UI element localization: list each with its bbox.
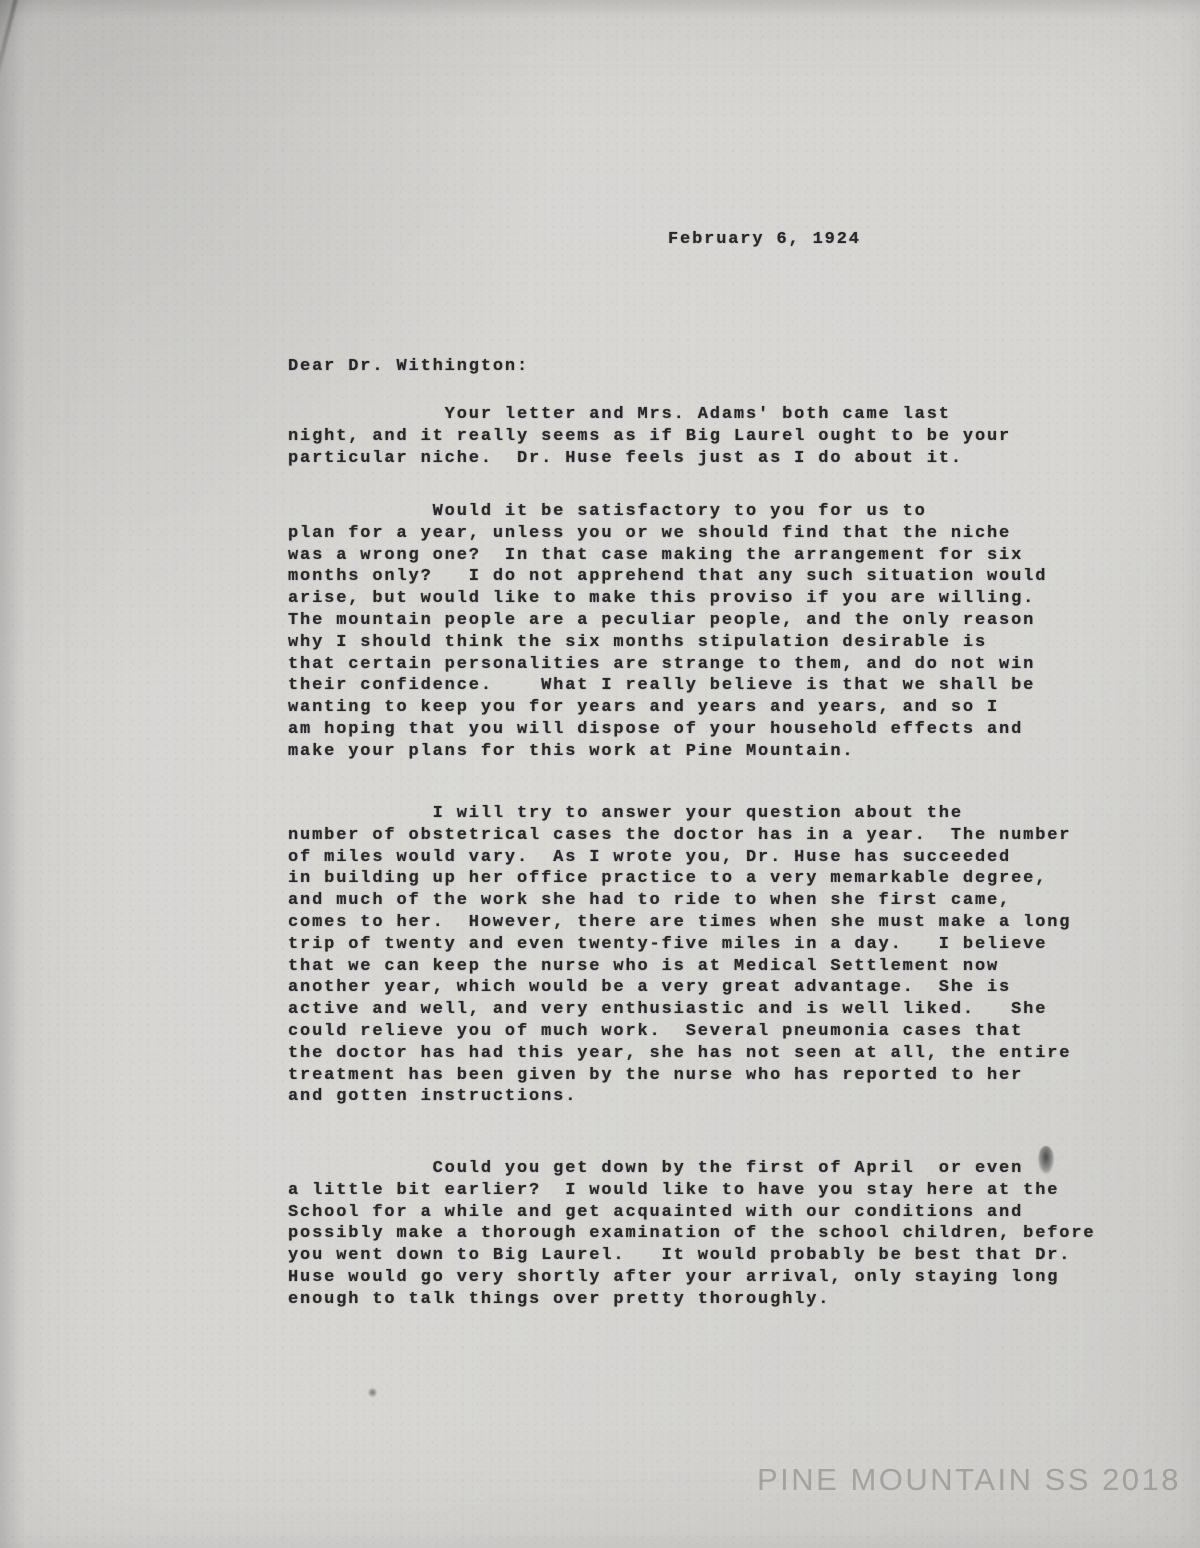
letter-line: treatment has been given by the nurse who has reported to her <box>288 1065 1024 1085</box>
letter-line: make your plans for this work at Pine Mountain. <box>288 741 855 761</box>
letter-line: enough to talk things over pretty thoroughly. <box>288 1289 831 1309</box>
letter-line: night, and it really seems as if Big Laurel ought to be your <box>288 426 1012 446</box>
letter-line: possibly make a thorough examination of the school children, before <box>288 1224 1096 1244</box>
letter-line: was a wrong one? In that case making the arrangement for six <box>288 545 1024 565</box>
letter-paragraph-2 <box>288 501 1047 763</box>
letter-line: active and well, and very enthusiastic and is well liked. She <box>288 1000 1048 1020</box>
letter-line: particular niche. Dr. Huse feels just as I do about it. <box>288 448 963 468</box>
letter-line: Could you get down by the first of April or even <box>288 1159 1024 1178</box>
ink-speck <box>368 1388 377 1397</box>
paper-fold-corner <box>0 0 41 86</box>
letter-line: their confidence. What I really believe is that we shall be <box>288 676 1036 696</box>
letter-line: that certain personalities are strange to them, and do not win <box>288 654 1036 674</box>
letter-line: The mountain people are a peculiar people, and the only reason <box>288 610 1036 630</box>
letter-line: Would it be satisfactory to you for us to <box>288 502 927 521</box>
ink-blot <box>1038 1146 1054 1174</box>
watermark: PINE MOUNTAIN SS 2018 <box>757 1462 1182 1497</box>
page-edge-shadow-left <box>0 0 26 1548</box>
letter-line: why I should think the six months stipulation desirable is <box>288 632 987 652</box>
letter-paragraph-3 <box>288 803 1071 1108</box>
letter-line: Your letter and Mrs. Adams' both came last <box>288 405 951 424</box>
letter-line: of miles would vary. As I wrote you, Dr. Huse has succeeded <box>288 847 1012 867</box>
letter-date: February 6, 1924 <box>668 230 861 249</box>
letter-paragraph-4 <box>288 1158 1095 1311</box>
letter-line: the doctor has had this year, she has not seen at all, the entire <box>288 1043 1072 1063</box>
letter-line: you went down to Big Laurel. It would probably be best that Dr. <box>288 1246 1072 1266</box>
letter-paragraph-1 <box>288 404 1011 469</box>
letter-line: that we can keep the nurse who is at Medical Settlement now <box>288 956 1000 976</box>
letter-line: trip of twenty and even twenty-five miles in a day. I believe <box>288 934 1048 954</box>
letter-line: could relieve you of much work. Several pneumonia cases that <box>288 1021 1024 1041</box>
letter-line: wanting to keep you for years and years and years, and so I <box>288 698 1000 718</box>
letter-line: comes to her. However, there are times when she must make a long <box>288 912 1072 932</box>
letter-line: am hoping that you will dispose of your household effects and <box>288 719 1024 739</box>
letter-line: arise, but would like to make this proviso if you are willing. <box>288 589 1036 609</box>
letter-line: and gotten instructions. <box>288 1087 578 1107</box>
letter-line: plan for a year, unless you or we should find that the niche <box>288 523 1012 543</box>
page-edge-shadow-top <box>0 0 1200 18</box>
letter-line: months only? I do not apprehend that any such situation would <box>288 567 1048 587</box>
letter-line: and much of the work she had to ride to when she first came, <box>288 891 1012 911</box>
letter-line: a little bit earlier? I would like to have you stay here at the <box>288 1180 1060 1200</box>
letter-line: School for a while and get acquainted with our conditions and <box>288 1202 1024 1222</box>
letter-line: number of obstetrical cases the doctor has in a year. The number <box>288 825 1072 845</box>
letter-line: I will try to answer your question about the <box>288 804 963 823</box>
letter-salutation: Dear Dr. Withington: <box>288 357 530 376</box>
letter-line: in building up her office practice to a very memarkable degree, <box>288 869 1048 889</box>
letter-line: another year, which would be a very great advantage. She is <box>288 978 1012 998</box>
letter-line: Huse would go very shortly after your arrival, only staying long <box>288 1267 1060 1287</box>
